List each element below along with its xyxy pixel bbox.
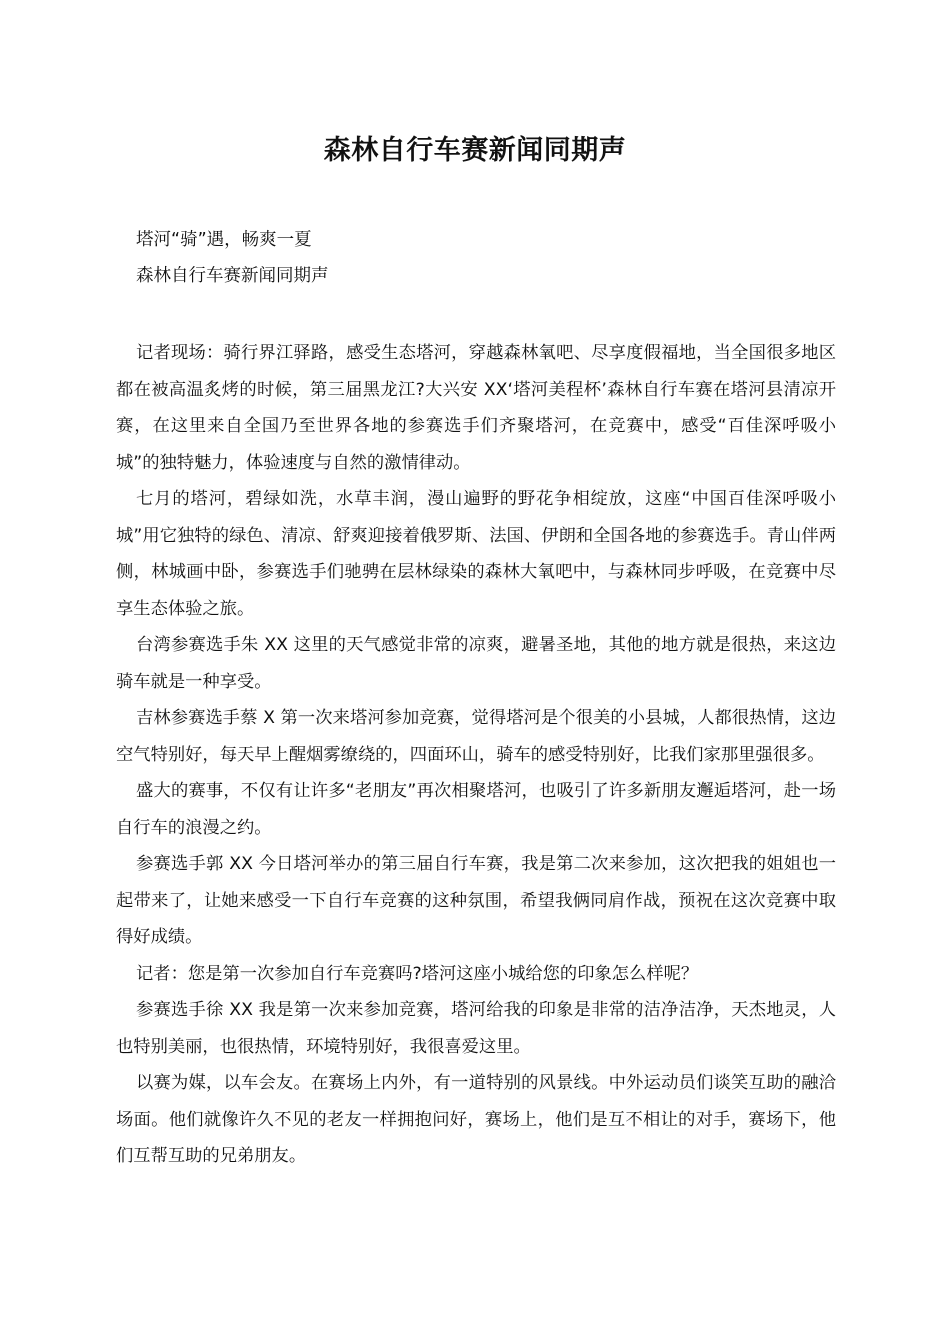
paragraph-guo-rider: 参赛选手郭 XX 今日塔河举办的第三届自行车赛，我是第二次来参加，这次把我的姐姐也一起带来了，让她来感受一下自行车竞赛的这种氛围，希望我俩同肩作战，预祝在这次竞赛中取得好成绩。 [116, 854, 836, 947]
paragraph-jilin-rider: 吉林参赛选手蔡 X 第一次来塔河参加竞赛，觉得塔河是个很美的小县城，人都很热情，这边空气特别好，每天早上醒烟雾缭绕的，四面环山，骑车的感受特别好，比我们家那里强很多。 [116, 708, 836, 765]
document-title: 森林自行车赛新闻同期声 [323, 135, 627, 166]
subtitle-heading: 森林自行车赛新闻同期声 [136, 266, 329, 286]
paragraph-xu-rider: 参赛选手徐 XX 我是第一次来参加竞赛，塔河给我的印象是非常的洁净洁净，天杰地灵，人也特别美丽，也很热情，环境特别好，我很喜爱这里。 [116, 1000, 836, 1057]
paragraph-old-friends: 盛大的赛事，不仅有让许多“老朋友”再次相聚塔河，也吸引了许多新朋友邂逅塔河，赴一场自行车的浪漫之约。 [116, 781, 836, 838]
article-body [116, 335, 836, 1175]
paragraph-taiwan-rider: 台湾参赛选手朱 XX 这里的天气感觉非常的凉爽，避暑圣地，其他的地方就是很热，来这边骑车就是一种享受。 [116, 635, 836, 692]
paragraph-reporter-intro: 记者现场：骑行界江驿路，感受生态塔河，穿越森林氧吧、尽享度假福地，当全国很多地区都在被高温炙烤的时候，第三届黑龙江?大兴安 XX‘塔河美程杯’森林自行车赛在塔河县清凉开赛，在这里来自全国乃至世界各地的参赛选手们齐聚塔河，在竞赛中，感受“百佳深呼吸小城”的独特魅力，体验速度与自然的激情律动。 [116, 343, 836, 473]
paragraph-reporter-question: 记者：您是第一次参加自行车竞赛吗?塔河这座小城给您的印象怎么样呢？ [136, 963, 699, 984]
paragraph-july-scenery: 七月的塔河，碧绿如洗，水草丰润，漫山遍野的野花争相绽放，这座“中国百佳深呼吸小城”用它独特的绿色、清凉、舒爽迎接着俄罗斯、法国、伊朗和全国各地的参赛选手。青山伴两侧，林城画中卧，参赛选手们驰骋在层林绿染的森林大氧吧中，与森林同步呼吸，在竞赛中尽享生态体验之旅。 [116, 489, 836, 619]
subtitle-slogan: 塔河“骑”遇，畅爽一夏 [136, 230, 312, 250]
paragraph-friendship: 以赛为媒，以车会友。在赛场上内外，有一道特别的风景线。中外运动员们谈笑互助的融洽场面。他们就像许久不见的老友一样拥抱问好，赛场上，他们是互不相让的对手，赛场下，他们互帮互助的兄弟朋友。 [116, 1073, 836, 1166]
